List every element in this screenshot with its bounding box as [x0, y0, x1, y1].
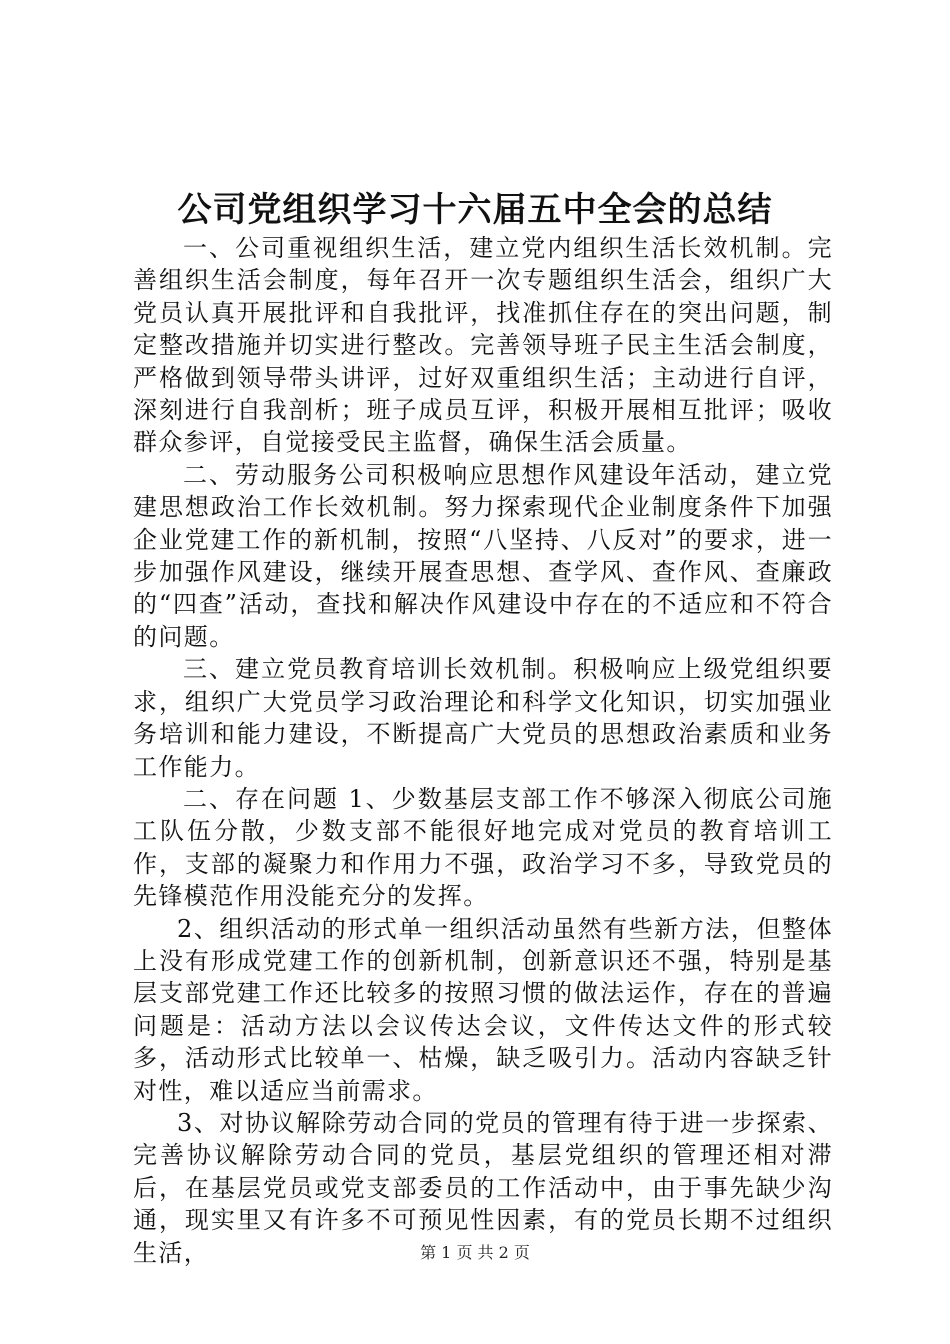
paragraph-1: 一、公司重视组织生活，建立党内组织生活长效机制。完善组织生活会制度，每年召开一次专题组织生活会，组织广大党员认真开展批评和自我批评，找准抓住存在的突出问题，制定整改措施并切实进行整改。完善领导班子民主生活会制度，严格做到领导带头讲评，过好双重组织生活；主动进行自评，深刻进行自我剖析；班子成员互评，积极开展相互批评；吸收群众参评，自觉接受民主监督，确保生活会质量。 [133, 234, 833, 457]
page-footer [0, 1242, 950, 1264]
paragraph-3: 三、建立党员教育培训长效机制。积极响应上级党组织要求，组织广大党员学习政治理论和科学文化知识，切实加强业务培训和能力建设，不断提高广大党员的思想政治素质和业务工作能力。 [133, 655, 833, 781]
document-body [133, 232, 833, 1269]
paragraph-6: 3、对协议解除劳动合同的党员的管理有待于进一步探索、完善协议解除劳动合同的党员，基层党组织的管理还相对滞后，在基层党员或党支部委员的工作活动中，由于事先缺少沟通，现实里又有许多不可预见性因素，有的党员长期不过组织生活， [133, 1108, 833, 1267]
document-title: 公司党组织学习十六届五中全会的总结 [177, 190, 773, 230]
page-number: 第 1 页 [420, 1243, 473, 1262]
paragraph-2: 二、劳动服务公司积极响应思想作风建设年活动，建立党建思想政治工作长效机制。努力探索现代企业制度条件下加强企业党建工作的新机制，按照“八坚持、八反对”的要求，进一步加强作风建设，继续开展查思想、查学风、查作风、查廉政的“四查”活动，查找和解决作风建设中存在的不适应和不符合的问题。 [133, 460, 833, 651]
paragraph-4: 二、存在问题 1、少数基层支部工作不够深入彻底公司施工队伍分散，少数支部不能很好地完成对党员的教育培训工作，支部的凝聚力和作用力不强，政治学习不多，导致党员的先锋模范作用没能充分的发挥。 [133, 784, 833, 911]
paragraph-5: 2、组织活动的形式单一组织活动虽然有些新方法，但整体上没有形成党建工作的创新机制，创新意识还不强，特别是基层支部党建工作还比较多的按照习惯的做法运作，存在的普遍问题是：活动方法以会议传达会议，文件传达文件的形式较多，活动形式比较单一、枯燥，缺乏吸引力。活动内容缺乏针对性，难以适应当前需求。 [133, 914, 833, 1105]
page-total: 共 2 页 [477, 1243, 530, 1262]
